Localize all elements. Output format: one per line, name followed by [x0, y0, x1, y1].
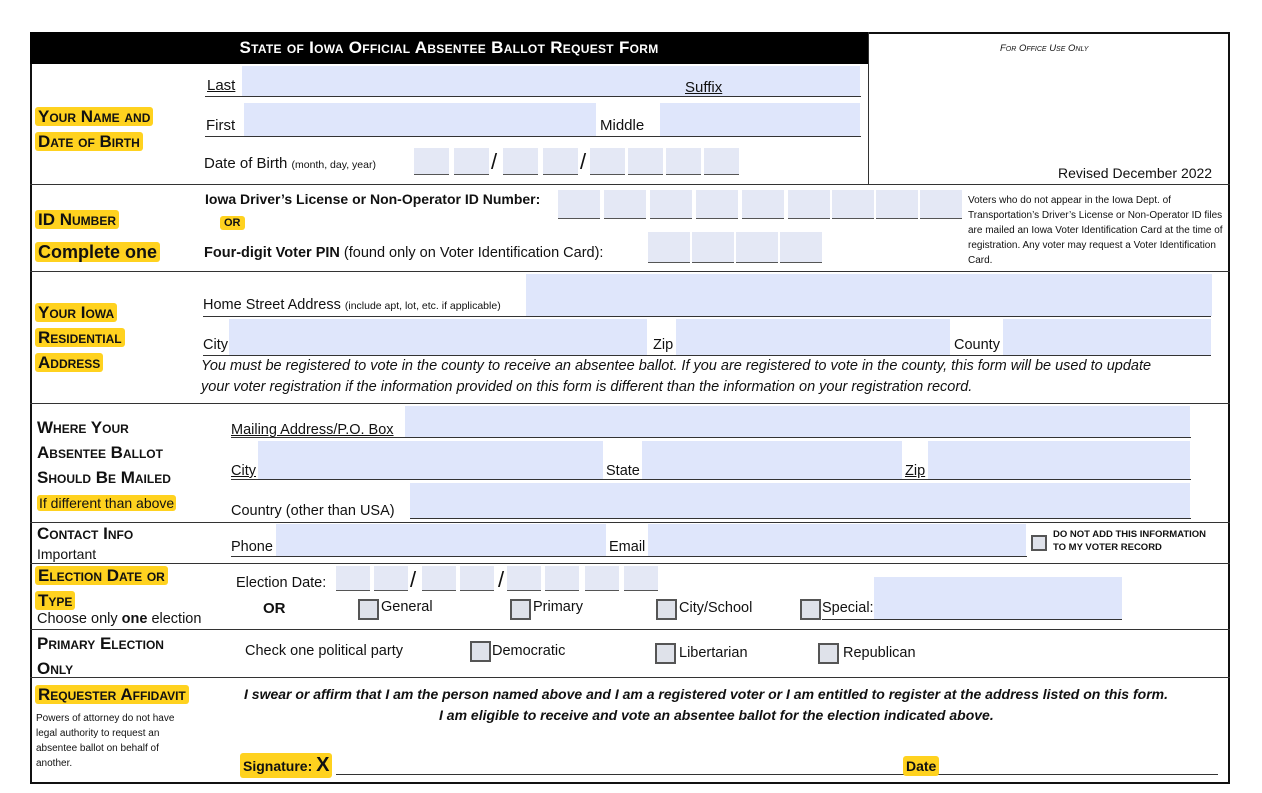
dob-year-box-2[interactable]: [628, 148, 663, 175]
license-box-5[interactable]: [742, 190, 784, 219]
election-month-box-1[interactable]: [336, 566, 370, 591]
dob-slash-1: /: [491, 149, 498, 174]
libertarian-checkbox[interactable]: [655, 643, 676, 664]
election-month-box-2[interactable]: [374, 566, 408, 591]
office-use-label: For Office Use Only: [1000, 43, 1089, 54]
dob-day-box-1[interactable]: [503, 148, 538, 175]
special-label: Special:: [822, 600, 874, 616]
license-box-7[interactable]: [832, 190, 874, 219]
phone-label: Phone: [231, 539, 273, 555]
pin-box-3[interactable]: [736, 232, 778, 263]
last-name-label: Last: [207, 77, 236, 94]
election-year-box-4[interactable]: [624, 566, 658, 591]
license-box-6[interactable]: [788, 190, 830, 219]
voter-id-note: Voters who do not appear in the Iowa Dept. of Transportation’s Driver’s License or Non-Operator ID files are mailed an Iowa Voter Identification Card at the time of registration. Any voter may request a Voter Identification Card.: [968, 195, 1223, 266]
election-choose-note: Choose only one election: [37, 611, 202, 627]
middle-name-label: Middle: [600, 117, 645, 134]
license-box-9[interactable]: [920, 190, 962, 219]
special-checkbox[interactable]: [800, 599, 821, 620]
middle-name-field[interactable]: [660, 103, 860, 136]
special-election-field[interactable]: [874, 577, 1122, 619]
republican-checkbox[interactable]: [818, 643, 839, 664]
license-box-8[interactable]: [876, 190, 918, 219]
contact-heading: Contact Info Important: [37, 524, 134, 562]
democratic-label: Democratic: [492, 643, 566, 659]
democratic-checkbox[interactable]: [470, 641, 491, 662]
mailing-state-field[interactable]: [642, 441, 902, 479]
home-street-field[interactable]: [526, 274, 1212, 316]
dob-year-box-3[interactable]: [666, 148, 701, 175]
dob-month-box-1[interactable]: [414, 148, 449, 175]
power-of-attorney-note: Powers of attorney do not have legal authority to request an absentee ballot on behalf of another.: [36, 713, 175, 769]
registration-note-2: your voter registration if the information provided on this form is different than the information on your registration record.: [201, 379, 973, 395]
email-field[interactable]: [648, 524, 1026, 556]
pin-box-1[interactable]: [648, 232, 690, 263]
affidavit-statement-1: I swear or affirm that I am the person named above and I am a registered voter or I am entitled to register at the address listed on this form.: [244, 686, 1168, 702]
registration-note-1: You must be registered to vote in the county to receive an absentee ballot. If you are registered to vote in the county, this form will be used to update: [201, 358, 1152, 374]
res-county-field[interactable]: [1003, 319, 1211, 355]
affidavit-heading: Requester Affidavit: [35, 682, 189, 707]
mailing-country-label: Country (other than USA): [231, 503, 395, 519]
date-label: Date: [903, 756, 939, 776]
res-zip-field[interactable]: [676, 319, 950, 355]
id-number-heading: ID Number Complete one: [35, 204, 160, 269]
dob-slash-2: /: [580, 149, 587, 174]
or-badge: OR: [220, 216, 245, 230]
election-year-box-1[interactable]: [507, 566, 541, 591]
dob-year-box-1[interactable]: [590, 148, 625, 175]
license-box-3[interactable]: [650, 190, 692, 219]
election-day-box-2[interactable]: [460, 566, 494, 591]
election-heading: Election Date or Type: [35, 563, 168, 613]
phone-field[interactable]: [276, 524, 606, 556]
first-name-label: First: [206, 117, 236, 134]
general-checkbox[interactable]: [358, 599, 379, 620]
dob-year-box-4[interactable]: [704, 148, 739, 175]
mailing-zip-label: Zip: [905, 463, 926, 479]
city-school-checkbox[interactable]: [656, 599, 677, 620]
mailing-city-field[interactable]: [258, 441, 603, 479]
primary-checkbox[interactable]: [510, 599, 531, 620]
residential-address-heading: Your Iowa Residential Address: [35, 300, 125, 375]
party-label: Check one political party: [245, 643, 403, 659]
mailing-city-label: City: [231, 463, 256, 479]
email-label: Email: [609, 539, 646, 555]
license-box-4[interactable]: [696, 190, 738, 219]
affidavit-statement-2: I am eligible to receive and vote an absentee ballot for the election indicated above.: [439, 707, 994, 723]
general-label: General: [381, 599, 433, 615]
dob-label: Date of Birth (month, day, year): [204, 155, 376, 172]
revised-date: Revised December 2022: [1058, 165, 1213, 181]
primary-only-heading: Primary Election Only: [37, 634, 164, 678]
mailing-zip-field[interactable]: [928, 441, 1190, 479]
dob-month-box-2[interactable]: [454, 148, 489, 175]
election-year-box-3[interactable]: [585, 566, 619, 591]
election-or-label: OR: [263, 600, 286, 617]
pin-label: Four-digit Voter PIN (found only on Voter Identification Card):: [204, 245, 604, 261]
libertarian-label: Libertarian: [679, 645, 748, 661]
mailing-country-field[interactable]: [410, 483, 1190, 518]
first-name-field[interactable]: [244, 103, 596, 136]
republican-label: Republican: [843, 645, 916, 661]
home-street-label: Home Street Address (include apt, lot, etc. if applicable): [203, 297, 501, 313]
last-name-field[interactable]: [242, 66, 860, 96]
res-zip-label: Zip: [653, 337, 674, 353]
election-day-box-1[interactable]: [422, 566, 456, 591]
primary-label: Primary: [533, 599, 583, 615]
city-school-label: City/School: [679, 600, 753, 616]
election-slash-2: /: [498, 567, 505, 592]
mailing-address-label: Mailing Address/P.O. Box: [231, 422, 394, 438]
signature-label: Signature: X: [240, 753, 332, 778]
mailing-heading: Where Your Absentee Ballot Should Be Mailed If different than above: [37, 418, 175, 511]
pin-box-2[interactable]: [692, 232, 734, 263]
res-city-field[interactable]: [229, 319, 647, 355]
name-dob-heading: Your Name and Date of Birth: [35, 104, 153, 154]
signature-line[interactable]: [336, 774, 1218, 775]
license-label: Iowa Driver’s License or Non-Operator ID Number:: [205, 191, 541, 207]
do-not-add-checkbox[interactable]: [1031, 535, 1047, 551]
dob-day-box-2[interactable]: [543, 148, 578, 175]
election-year-box-2[interactable]: [545, 566, 579, 591]
license-box-1[interactable]: [558, 190, 600, 219]
suffix-label: Suffix: [685, 79, 723, 96]
mailing-address-field[interactable]: [405, 406, 1190, 437]
form-title: State of Iowa Official Absentee Ballot Request Form: [30, 32, 868, 64]
license-box-2[interactable]: [604, 190, 646, 219]
res-city-label: City: [203, 337, 228, 353]
election-date-label: Election Date:: [236, 575, 327, 591]
mailing-state-label: State: [606, 463, 640, 479]
do-not-add-label: DO NOT ADD THIS INFORMATION TO MY VOTER RECORD: [1053, 529, 1207, 553]
res-county-label: County: [954, 337, 1000, 353]
pin-box-4[interactable]: [780, 232, 822, 263]
election-slash-1: /: [410, 567, 417, 592]
